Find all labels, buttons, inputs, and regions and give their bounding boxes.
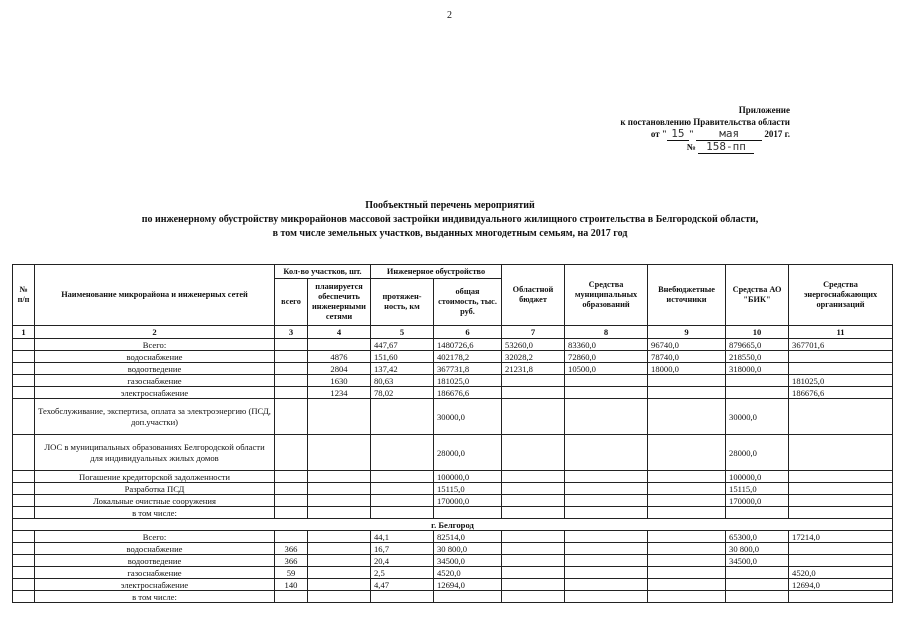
cell-energy: 186676,6 <box>789 387 893 399</box>
cell-offbudget <box>648 483 726 495</box>
cell-energy <box>789 495 893 507</box>
cell-municipal <box>565 555 648 567</box>
title-line-2: по инженерному обустройству микрорайонов массовой застройки индивидуального жилищного строительства в Белгородской области, <box>141 214 759 225</box>
cell-planned <box>308 579 371 591</box>
cell-municipal <box>565 375 648 387</box>
cell-offbudget <box>648 399 726 435</box>
cell-total <box>275 339 308 351</box>
cell-name: Всего: <box>35 531 275 543</box>
date-year: 2017 г. <box>764 129 790 139</box>
cell-regional <box>502 399 565 435</box>
cell-energy: 4520,0 <box>789 567 893 579</box>
column-number-row <box>13 326 893 339</box>
cell-cost: 28000,0 <box>434 435 502 471</box>
cell-total <box>275 483 308 495</box>
cell-name: Локальные очистные сооружения <box>35 495 275 507</box>
cell-energy: 181025,0 <box>789 375 893 387</box>
header-municipal: Средства муниципальных образований <box>565 265 648 326</box>
cell-no <box>13 531 35 543</box>
cell-cost: 1480726,6 <box>434 339 502 351</box>
cell-planned: 1630 <box>308 375 371 387</box>
cell-length <box>371 471 434 483</box>
header-offbudget: Внебюджетные источники <box>648 265 726 326</box>
table-row <box>13 495 893 507</box>
header-plots-group: Кол-во участков, шт. <box>275 265 371 279</box>
cell-cost: 12694,0 <box>434 579 502 591</box>
cell-no <box>13 555 35 567</box>
cell-bik <box>726 591 789 603</box>
cell-planned <box>308 507 371 519</box>
cell-regional <box>502 483 565 495</box>
cell-planned <box>308 435 371 471</box>
cell-energy <box>789 507 893 519</box>
appendix-resolution: к постановлению Правительства области <box>620 117 790 127</box>
cell-name: водоотведение <box>35 555 275 567</box>
cell-bik: 15115,0 <box>726 483 789 495</box>
cell-offbudget <box>648 507 726 519</box>
cell-total: 366 <box>275 555 308 567</box>
cell-regional <box>502 579 565 591</box>
cell-regional <box>502 591 565 603</box>
column-number: 11 <box>789 326 893 339</box>
cell-regional <box>502 567 565 579</box>
table-row <box>13 351 893 363</box>
cell-no <box>13 375 35 387</box>
cell-cost: 170000,0 <box>434 495 502 507</box>
cell-planned <box>308 495 371 507</box>
cell-name: электроснабжение <box>35 579 275 591</box>
cell-municipal: 83360,0 <box>565 339 648 351</box>
cell-length: 137,42 <box>371 363 434 375</box>
cell-energy <box>789 471 893 483</box>
cell-length <box>371 435 434 471</box>
header-energy: Средства энергоснабжающих организаций <box>789 265 893 326</box>
cell-planned <box>308 543 371 555</box>
cell-energy <box>789 399 893 435</box>
cell-cost: 30000,0 <box>434 399 502 435</box>
cell-bik <box>726 579 789 591</box>
cell-name: в том числе: <box>35 507 275 519</box>
cell-total <box>275 531 308 543</box>
cell-planned <box>308 471 371 483</box>
cell-cost: 30 800,0 <box>434 543 502 555</box>
table-row <box>13 483 893 495</box>
table-row <box>13 435 893 471</box>
cell-energy <box>789 591 893 603</box>
cell-bik: 170000,0 <box>726 495 789 507</box>
cell-total <box>275 471 308 483</box>
cell-name: электроснабжение <box>35 387 275 399</box>
cell-municipal <box>565 435 648 471</box>
cell-length: 4,47 <box>371 579 434 591</box>
header-regional: Областной бюджет <box>502 265 565 326</box>
cell-offbudget: 18000,0 <box>648 363 726 375</box>
cell-regional <box>502 531 565 543</box>
cell-cost: 4520,0 <box>434 567 502 579</box>
cell-energy <box>789 435 893 471</box>
cell-name: ЛОС в муниципальных образованиях Белгородской области для индивидуальных жилых домов <box>35 435 275 471</box>
cell-planned <box>308 555 371 567</box>
cell-municipal <box>565 507 648 519</box>
cell-no <box>13 567 35 579</box>
cell-municipal <box>565 399 648 435</box>
cell-regional <box>502 387 565 399</box>
cell-planned <box>308 483 371 495</box>
cell-cost <box>434 591 502 603</box>
document-title <box>60 199 840 241</box>
table-row <box>13 339 893 351</box>
cell-name: водоснабжение <box>35 543 275 555</box>
cell-municipal <box>565 543 648 555</box>
cell-offbudget <box>648 387 726 399</box>
header-name: Наименование микрорайона и инженерных сетей <box>35 265 275 326</box>
cell-cost: 15115,0 <box>434 483 502 495</box>
cell-offbudget <box>648 435 726 471</box>
cell-name: в том числе: <box>35 591 275 603</box>
header-no: № п/п <box>13 265 35 326</box>
cell-name: газоснабжение <box>35 375 275 387</box>
cell-regional <box>502 435 565 471</box>
column-number: 5 <box>371 326 434 339</box>
cell-energy <box>789 363 893 375</box>
cell-municipal <box>565 471 648 483</box>
column-number: 6 <box>434 326 502 339</box>
cell-regional <box>502 543 565 555</box>
cell-name: газоснабжение <box>35 567 275 579</box>
table-row <box>13 531 893 543</box>
cell-offbudget <box>648 543 726 555</box>
column-number: 4 <box>308 326 371 339</box>
cell-total <box>275 435 308 471</box>
cell-length <box>371 591 434 603</box>
cell-length: 2,5 <box>371 567 434 579</box>
cell-energy <box>789 555 893 567</box>
cell-municipal <box>565 495 648 507</box>
cell-planned <box>308 399 371 435</box>
cell-energy <box>789 543 893 555</box>
cell-total <box>275 351 308 363</box>
cell-name: водоснабжение <box>35 351 275 363</box>
cell-offbudget <box>648 531 726 543</box>
column-number: 2 <box>35 326 275 339</box>
cell-planned: 2804 <box>308 363 371 375</box>
cell-no <box>13 495 35 507</box>
table-row <box>13 387 893 399</box>
cell-no <box>13 579 35 591</box>
cell-cost: 100000,0 <box>434 471 502 483</box>
column-number: 8 <box>565 326 648 339</box>
cell-bik: 318000,0 <box>726 363 789 375</box>
cell-municipal: 10500,0 <box>565 363 648 375</box>
measures-table <box>12 264 893 603</box>
cell-total <box>275 363 308 375</box>
cell-municipal <box>565 579 648 591</box>
table-row <box>13 375 893 387</box>
cell-offbudget <box>648 567 726 579</box>
cell-energy: 12694,0 <box>789 579 893 591</box>
cell-bik <box>726 567 789 579</box>
cell-municipal <box>565 387 648 399</box>
cell-bik: 65300,0 <box>726 531 789 543</box>
cell-energy: 17214,0 <box>789 531 893 543</box>
cell-total <box>275 375 308 387</box>
cell-offbudget <box>648 375 726 387</box>
cell-total <box>275 507 308 519</box>
column-number: 3 <box>275 326 308 339</box>
cell-municipal: 72860,0 <box>565 351 648 363</box>
cell-energy <box>789 351 893 363</box>
cell-offbudget: 96740,0 <box>648 339 726 351</box>
cell-name: Разработка ПСД <box>35 483 275 495</box>
title-line-3: в том числе земельных участков, выданных многодетным семьям, на 2017 год <box>272 228 628 239</box>
cell-no <box>13 543 35 555</box>
cell-regional: 32028,2 <box>502 351 565 363</box>
column-number: 1 <box>13 326 35 339</box>
cell-planned <box>308 531 371 543</box>
cell-length: 44,1 <box>371 531 434 543</box>
resolution-number: 158-пп <box>698 141 754 154</box>
cell-no <box>13 483 35 495</box>
table-row <box>13 471 893 483</box>
appendix-date: от " 15 " мая 2017 г. <box>650 127 790 140</box>
cell-length <box>371 399 434 435</box>
cell-bik: 100000,0 <box>726 471 789 483</box>
appendix-title: Приложение <box>738 105 790 115</box>
cell-length: 151,60 <box>371 351 434 363</box>
cell-name: Всего: <box>35 339 275 351</box>
cell-no <box>13 363 35 375</box>
cell-energy: 367701,6 <box>789 339 893 351</box>
cell-length: 20,4 <box>371 555 434 567</box>
cell-planned <box>308 339 371 351</box>
section-row <box>13 519 893 531</box>
cell-length <box>371 495 434 507</box>
table-row <box>13 507 893 519</box>
cell-cost: 82514,0 <box>434 531 502 543</box>
cell-length: 80,63 <box>371 375 434 387</box>
cell-no <box>13 387 35 399</box>
cell-length <box>371 483 434 495</box>
cell-bik <box>726 387 789 399</box>
cell-no <box>13 435 35 471</box>
cell-total: 140 <box>275 579 308 591</box>
cell-offbudget <box>648 471 726 483</box>
cell-regional <box>502 471 565 483</box>
header-plots-total: всего <box>275 279 308 326</box>
cell-name: Техобслуживание, экспертиза, оплата за электроэнергию (ПСД, доп.участки) <box>35 399 275 435</box>
cell-total <box>275 399 308 435</box>
appendix-number: № 158-пп <box>620 141 790 154</box>
cell-cost <box>434 507 502 519</box>
page-number: 2 <box>447 10 452 21</box>
cell-bik <box>726 375 789 387</box>
table-row <box>13 363 893 375</box>
cell-planned: 4876 <box>308 351 371 363</box>
cell-length: 16,7 <box>371 543 434 555</box>
column-number: 10 <box>726 326 789 339</box>
header-length: протяжен-ность, км <box>371 279 434 326</box>
cell-planned <box>308 591 371 603</box>
cell-offbudget <box>648 495 726 507</box>
cell-no <box>13 471 35 483</box>
cell-municipal <box>565 567 648 579</box>
cell-regional <box>502 555 565 567</box>
cell-bik: 28000,0 <box>726 435 789 471</box>
column-number: 9 <box>648 326 726 339</box>
cell-length: 447,67 <box>371 339 434 351</box>
cell-bik: 879665,0 <box>726 339 789 351</box>
section-title: г. Белгород <box>13 519 893 531</box>
cell-cost: 186676,6 <box>434 387 502 399</box>
cell-name: Погашение кредиторской задолженности <box>35 471 275 483</box>
cell-bik: 30000,0 <box>726 399 789 435</box>
table-row <box>13 591 893 603</box>
cell-bik <box>726 507 789 519</box>
header-bik: Средства АО "БИК" <box>726 265 789 326</box>
cell-planned <box>308 567 371 579</box>
cell-regional <box>502 495 565 507</box>
cell-municipal <box>565 591 648 603</box>
cell-bik: 30 800,0 <box>726 543 789 555</box>
column-number: 7 <box>502 326 565 339</box>
cell-offbudget <box>648 579 726 591</box>
cell-cost: 402178,2 <box>434 351 502 363</box>
cell-total: 366 <box>275 543 308 555</box>
cell-regional: 21231,8 <box>502 363 565 375</box>
cell-no <box>13 591 35 603</box>
table-row <box>13 567 893 579</box>
table-row <box>13 555 893 567</box>
header-cost: общая стоимость, тыс. руб. <box>434 279 502 326</box>
cell-total <box>275 495 308 507</box>
cell-no <box>13 339 35 351</box>
cell-no <box>13 507 35 519</box>
table-row <box>13 579 893 591</box>
table-row <box>13 543 893 555</box>
header-engineering-group: Инженерное обустройство <box>371 265 502 279</box>
cell-name: водоотведение <box>35 363 275 375</box>
header-plots-planned: планируется обеспечить инженерными сетями <box>308 279 371 326</box>
title-line-1: Пообъектный перечень мероприятий <box>365 200 535 211</box>
appendix-block <box>620 104 790 154</box>
table-row <box>13 399 893 435</box>
cell-cost: 34500,0 <box>434 555 502 567</box>
cell-municipal <box>565 483 648 495</box>
cell-length: 78,02 <box>371 387 434 399</box>
date-month: мая <box>696 128 762 141</box>
cell-length <box>371 507 434 519</box>
cell-total <box>275 591 308 603</box>
cell-municipal <box>565 531 648 543</box>
cell-regional: 53260,0 <box>502 339 565 351</box>
cell-total: 59 <box>275 567 308 579</box>
cell-bik: 34500,0 <box>726 555 789 567</box>
date-day: 15 <box>667 128 689 141</box>
cell-bik: 218550,0 <box>726 351 789 363</box>
cell-regional <box>502 375 565 387</box>
cell-planned: 1234 <box>308 387 371 399</box>
cell-energy <box>789 483 893 495</box>
cell-regional <box>502 507 565 519</box>
cell-cost: 181025,0 <box>434 375 502 387</box>
cell-cost: 367731,8 <box>434 363 502 375</box>
cell-no <box>13 351 35 363</box>
cell-offbudget <box>648 591 726 603</box>
cell-offbudget <box>648 555 726 567</box>
cell-offbudget: 78740,0 <box>648 351 726 363</box>
cell-no <box>13 399 35 435</box>
cell-total <box>275 387 308 399</box>
